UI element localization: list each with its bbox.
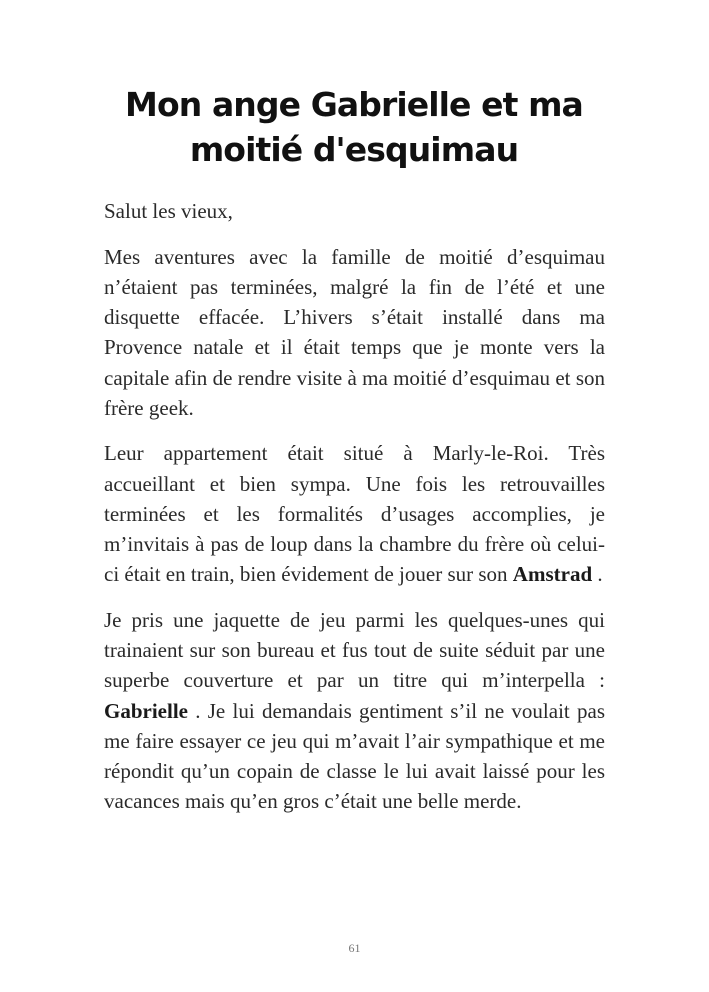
chapter-title: Mon ange Gabrielle et ma moitié d'esquimau (125, 85, 583, 169)
greeting-paragraph: Salut les vieux, (104, 199, 233, 223)
paragraph-2 (104, 438, 605, 589)
paragraph-3-text: Je pris une jaquette de jeu parmi les quelques-unes qui trainaient sur son bureau et fus tout de suite séduit par une superbe couverture et par un titre qui m’interpella : (104, 607, 605, 693)
amstrad-bold-text: Amstrad (512, 562, 593, 587)
paragraph-3-end: . Je lui demandais gentiment s’il ne voulait pas me faire essayer ce jeu qui m’avait l’air sympathique et me répondit qu’un copain de classe le lui avait laissé pour les vacances mais qu’en gros c’était une belle merde. (104, 698, 605, 814)
paragraph-2-end: . (592, 562, 603, 587)
chapter-body (104, 196, 605, 832)
page-number: 61 (348, 941, 361, 955)
gabrielle-bold-text: Gabrielle (104, 698, 188, 723)
paragraph-3 (104, 605, 605, 816)
paragraph-2-text: Leur appartement était situé à Marly-le-Roi. Très accueillant et bien sympa. Une fois les retrouvailles terminées et les formalités d’usages accomplies, je m’invitais à pas de loup dans la chambre du frère où celui-ci était en train, bien évidement de jouer sur son (104, 441, 605, 587)
paragraph-1: Mes aventures avec la famille de moitié d’esquimau n’étaient pas terminées, malgré la fin de l’été et une disquette effacée. L’hivers s’était installé dans ma Provence natale et il était temps que je monte vers la capitale afin de rendre visite à ma moitié d’esquimau et son frère geek. (104, 244, 605, 420)
